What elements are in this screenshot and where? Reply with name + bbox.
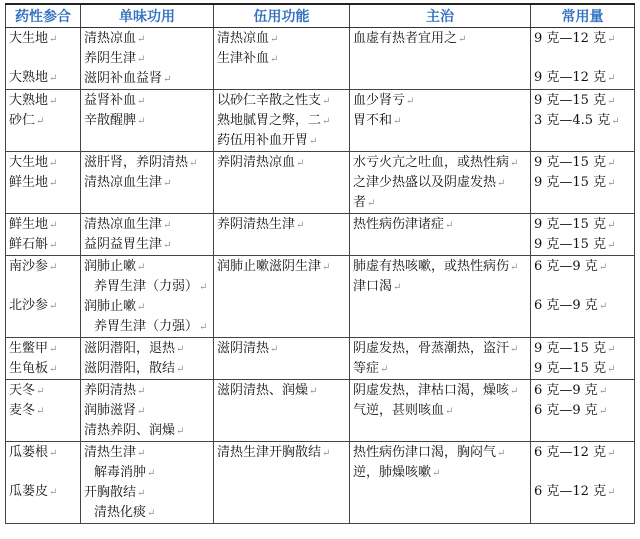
cell-dosage — [531, 214, 635, 256]
single-function-line: 开胸散结 ↵ — [84, 483, 210, 503]
indication-line: 热性病伤津诸症 ↵ — [353, 215, 527, 235]
table-row — [6, 28, 635, 90]
cell-herb-pair — [6, 380, 81, 442]
cell-indications — [350, 152, 531, 214]
cell-combined-function — [214, 214, 350, 256]
cell-combined-function — [214, 338, 350, 380]
combined-function-line: 熟地腻胃之弊，二 ↵ — [217, 111, 346, 131]
cell-herb-pair — [6, 214, 81, 256]
dosage-value: 6 克—9 克 ↵ — [534, 296, 631, 316]
cell-dosage — [531, 28, 635, 90]
herb-pairing-table — [5, 3, 635, 524]
cell-combined-function — [214, 256, 350, 338]
single-function-line: 养阴生津 ↵ — [84, 49, 210, 69]
herb-name: 天冬 ↵ — [9, 381, 77, 401]
combined-function-line: 养阴清热生津 ↵ — [217, 215, 346, 235]
spacer — [534, 49, 631, 68]
table-header-row — [6, 4, 635, 28]
cell-single-function — [81, 152, 214, 214]
cell-dosage — [531, 338, 635, 380]
single-function-line: 润肺止嗽 ↵ — [84, 257, 210, 277]
herb-name: 大生地 ↵ — [9, 29, 77, 49]
indication-line: 肺虚有热咳嗽，或热性病伤 ↵ — [353, 257, 527, 277]
indication-line: 水亏火亢之吐血，或热性病 ↵ — [353, 153, 527, 173]
cell-indications — [350, 380, 531, 442]
combined-function-line: 清热生津开胸散结 ↵ — [217, 443, 346, 463]
cell-combined-function — [214, 90, 350, 152]
cell-herb-pair — [6, 338, 81, 380]
spacer — [9, 277, 77, 296]
combined-function-line: 滋阴清热、润燥 ↵ — [217, 381, 346, 401]
table-row — [6, 256, 635, 338]
cell-single-function — [81, 214, 214, 256]
dosage-value: 6 克—12 克 ↵ — [534, 482, 631, 502]
table-row — [6, 152, 635, 214]
spacer — [534, 277, 631, 296]
indication-line: 胃不和 ↵ — [353, 111, 527, 131]
single-function-line: 解毒消肿 ↵ — [84, 463, 210, 483]
indication-line: 血少肾亏 ↵ — [353, 91, 527, 111]
dosage-value: 6 克—9 克 ↵ — [534, 401, 631, 421]
single-function-line: 清热凉血生津 ↵ — [84, 215, 210, 235]
table-row — [6, 442, 635, 524]
single-function-line: 润肺滋肾 ↵ — [84, 401, 210, 421]
cell-indications — [350, 256, 531, 338]
cell-dosage — [531, 152, 635, 214]
dosage-value: 6 克—9 克 ↵ — [534, 257, 631, 277]
cell-indications — [350, 442, 531, 524]
cell-indications — [350, 28, 531, 90]
indication-line: 阴虚发热，骨蒸潮热，盗汗 ↵ — [353, 339, 527, 359]
cell-herb-pair — [6, 90, 81, 152]
single-function-line: 养胃生津（力强） ↵ — [84, 317, 210, 337]
header-dosage: 常用量 — [531, 4, 635, 28]
dosage-value: 9 克—15 克 ↵ — [534, 173, 631, 193]
indication-line: 者 ↵ — [353, 193, 527, 213]
cell-single-function — [81, 28, 214, 90]
dosage-value: 9 克—15 克 ↵ — [534, 153, 631, 173]
dosage-value: 6 克—12 克 ↵ — [534, 443, 631, 463]
indication-line: 逆，肺燥咳嗽 ↵ — [353, 463, 527, 483]
herb-name: 北沙参 ↵ — [9, 296, 77, 316]
dosage-value: 9 克—15 克 ↵ — [534, 91, 631, 111]
indication-line: 热性病伤津口渴，胸闷气 ↵ — [353, 443, 527, 463]
dosage-value: 9 克—15 克 ↵ — [534, 235, 631, 255]
single-function-line: 养胃生津（力弱） ↵ — [84, 277, 210, 297]
dosage-value: 9 克—12 克 ↵ — [534, 68, 631, 88]
cell-herb-pair — [6, 28, 81, 90]
combined-function-line: 养阴清热凉血 ↵ — [217, 153, 346, 173]
combined-function-line: 润肺止嗽滋阴生津 ↵ — [217, 257, 346, 277]
combined-function-line: 清热凉血 ↵ — [217, 29, 346, 49]
cell-dosage — [531, 256, 635, 338]
cell-single-function — [81, 442, 214, 524]
cell-combined-function — [214, 442, 350, 524]
single-function-line: 滋阴潜阳，退热 ↵ — [84, 339, 210, 359]
single-function-line: 清热化痰 ↵ — [84, 503, 210, 523]
herb-name: 南沙参 ↵ — [9, 257, 77, 277]
cell-dosage — [531, 380, 635, 442]
dosage-value: 9 克—12 克 ↵ — [534, 29, 631, 49]
table-row — [6, 214, 635, 256]
indication-line: 之津少热盛以及阴虚发热 ↵ — [353, 173, 527, 193]
single-function-line: 益阴益胃生津 ↵ — [84, 235, 210, 255]
herb-name: 砂仁 ↵ — [9, 111, 77, 131]
cell-single-function — [81, 90, 214, 152]
herb-name: 鲜生地 ↵ — [9, 215, 77, 235]
single-function-line: 辛散醒脾 ↵ — [84, 111, 210, 131]
dosage-value: 9 克—15 克 ↵ — [534, 339, 631, 359]
cell-dosage — [531, 442, 635, 524]
indication-line: 等症 ↵ — [353, 359, 527, 379]
dosage-value: 3 克—4.5 克 ↵ — [534, 111, 631, 131]
spacer — [9, 463, 77, 482]
table-row — [6, 380, 635, 442]
herb-name: 生鳖甲 ↵ — [9, 339, 77, 359]
indication-line: 津口渴 ↵ — [353, 277, 527, 297]
combined-function-line: 药伍用补血开胃 ↵ — [217, 131, 346, 151]
herb-name: 瓜蒌皮 ↵ — [9, 482, 77, 502]
header-pairing: 药性参合 — [6, 4, 81, 28]
cell-single-function — [81, 256, 214, 338]
herb-name: 鲜石斛 ↵ — [9, 235, 77, 255]
herb-name: 大熟地 ↵ — [9, 68, 77, 88]
single-function-line: 滋阴潜阳，散结 ↵ — [84, 359, 210, 379]
single-function-line: 滋阴补血益肾 ↵ — [84, 69, 210, 89]
cell-indications — [350, 338, 531, 380]
spacer — [9, 49, 77, 68]
single-function-line: 清热凉血生津 ↵ — [84, 173, 210, 193]
spacer — [534, 463, 631, 482]
single-function-line: 益肾补血 ↵ — [84, 91, 210, 111]
cell-indications — [350, 90, 531, 152]
table-row — [6, 90, 635, 152]
cell-dosage — [531, 90, 635, 152]
cell-combined-function — [214, 152, 350, 214]
header-combined-function: 伍用功能 — [214, 4, 350, 28]
table-row — [6, 338, 635, 380]
combined-function-line: 以砂仁辛散之性支 ↵ — [217, 91, 346, 111]
cell-single-function — [81, 380, 214, 442]
dosage-value: 6 克—9 克 ↵ — [534, 381, 631, 401]
cell-combined-function — [214, 28, 350, 90]
single-function-line: 润肺止嗽 ↵ — [84, 297, 210, 317]
cell-herb-pair — [6, 442, 81, 524]
cell-herb-pair — [6, 152, 81, 214]
single-function-line: 清热凉血 ↵ — [84, 29, 210, 49]
herb-name: 麦冬 ↵ — [9, 401, 77, 421]
combined-function-line: 生津补血 ↵ — [217, 49, 346, 69]
cell-combined-function — [214, 380, 350, 442]
indication-line: 阴虚发热，津枯口渴，燥咳 ↵ — [353, 381, 527, 401]
indication-line: 血虚有热者宜用之 ↵ — [353, 29, 527, 49]
indication-line: 气逆，甚则咳血 ↵ — [353, 401, 527, 421]
herb-name: 瓜蒌根 ↵ — [9, 443, 77, 463]
cell-herb-pair — [6, 256, 81, 338]
header-single-function: 单味功用 — [81, 4, 214, 28]
herb-name: 生龟板 ↵ — [9, 359, 77, 379]
dosage-value: 9 克—15 克 ↵ — [534, 359, 631, 379]
single-function-line: 滋肝肾，养阴清热 ↵ — [84, 153, 210, 173]
herb-name: 大生地 ↵ — [9, 153, 77, 173]
herb-name: 大熟地 ↵ — [9, 91, 77, 111]
dosage-value: 9 克—15 克 ↵ — [534, 215, 631, 235]
single-function-line: 养阴清热 ↵ — [84, 381, 210, 401]
header-indications: 主治 — [350, 4, 531, 28]
single-function-line: 清热生津 ↵ — [84, 443, 210, 463]
single-function-line: 清热养阴、润燥 ↵ — [84, 421, 210, 441]
cell-single-function — [81, 338, 214, 380]
herb-name: 鲜生地 ↵ — [9, 173, 77, 193]
combined-function-line: 滋阴清热 ↵ — [217, 339, 346, 359]
cell-indications — [350, 214, 531, 256]
